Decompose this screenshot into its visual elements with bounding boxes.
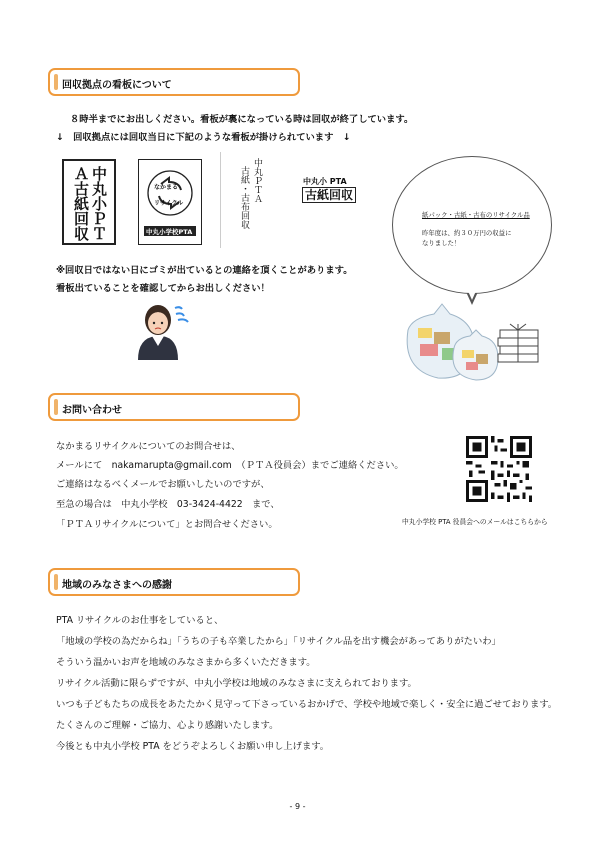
sign4-bottom: 古紙回収 (302, 187, 356, 203)
sign-example-2 (138, 159, 202, 245)
header-accent-bar (54, 74, 58, 90)
header-accent-bar (54, 574, 58, 590)
header-accent-bar (54, 399, 58, 415)
bubble-title: 紙パック・古紙・古布のリサイクル品 (422, 211, 530, 219)
sign4-top: 中丸小 PTA (303, 177, 347, 186)
worried-woman-icon (128, 298, 198, 360)
thanks-line: リサイクル活動に限らずですが、中丸小学校は地域のみなさまに支えられております。 (56, 678, 417, 689)
thanks-line: PTA リサイクルのお仕事をしていると、 (56, 615, 224, 626)
bubble-body-2: なりました！ (422, 239, 461, 247)
section-title: 地域のみなさまへの感謝 (62, 580, 172, 591)
contact-line: ご連絡はなるべくメールでお願いしたいのですが、 (56, 479, 270, 490)
thanks-line: いつも子どもたちの成長をあたたかく見守って下さっているおかげで、学校や地域で楽しく・安全に過ごせております。 (56, 699, 558, 710)
check-sign-note: 看板出ていることを確認してからお出しください！ (56, 283, 270, 294)
contact-email-line: メールにて nakamarupta@gmail.com （ＰＴＡ役員会）までご連絡ください。 (56, 460, 404, 471)
thanks-line: そういう温かいお声を地域のみなさまから多くいただきます。 (56, 657, 316, 668)
bubble-body-1: 昨年度は、約３０万円の収益に (422, 229, 512, 237)
page-number: - 9 - (289, 802, 306, 811)
revenue-speech-bubble (392, 156, 552, 294)
sign2-arc-top: なかまる (154, 184, 179, 191)
sign-example-1 (62, 159, 116, 245)
sign3-col2: 古紙・古布回収 (239, 166, 249, 229)
bubble-tail-inner (464, 282, 480, 300)
sign2-arc-bottom: リサイクル (154, 200, 184, 207)
sign1-text: 中丸小ＰＴＡ古紙回収 (72, 166, 108, 241)
sign2-footer: 中丸小学校PTA (146, 228, 193, 236)
sign-example-4 (293, 164, 363, 210)
collection-time-note: ８時半までにお出しください。看板が裏になっている時は回収が終了しています。 (70, 114, 414, 125)
qr-caption: 中丸小学校 PTA 役員会へのメールはこちらから (402, 518, 548, 526)
section-title: 回収拠点の看板について (62, 80, 172, 91)
contact-line: なかまるリサイクルについてのお問合せは、 (56, 441, 241, 452)
thanks-line: 今後とも中丸小学校 PTA をどうぞよろしくお願い申し上げます。 (56, 741, 330, 752)
sign3-col1: 中丸ＰＴＡ (252, 158, 262, 203)
section-header-thanks (48, 568, 300, 596)
sign-example-3 (220, 152, 280, 248)
section-header-signboard (48, 68, 300, 96)
thanks-line: たくさんのご理解・ご協力、心より感謝いたします。 (56, 720, 279, 731)
contact-phone-line: 至急の場合は 中丸小学校 03-3424-4422 まで、 (56, 499, 280, 510)
thanks-line: 「地域の学校の為だからね」「うちの子も卒業したから」「リサイクル品を出す機会があってありがたいわ」 (56, 636, 501, 647)
section-header-contact (48, 393, 300, 421)
qr-code-icon[interactable] (466, 436, 532, 502)
contact-line: 「ＰＴＡリサイクルについて」とお問合せください。 (56, 519, 278, 530)
wrong-day-note: ※回収日ではない日にゴミが出ているとの連絡を頂くことがあります。 (56, 265, 353, 276)
signboard-intro: ↓ 回収拠点には回収当日に下記のような看板が掛けられています ↓ (56, 132, 351, 143)
recycle-bags-icon (398, 300, 548, 382)
section-title: お問い合わせ (62, 405, 122, 416)
